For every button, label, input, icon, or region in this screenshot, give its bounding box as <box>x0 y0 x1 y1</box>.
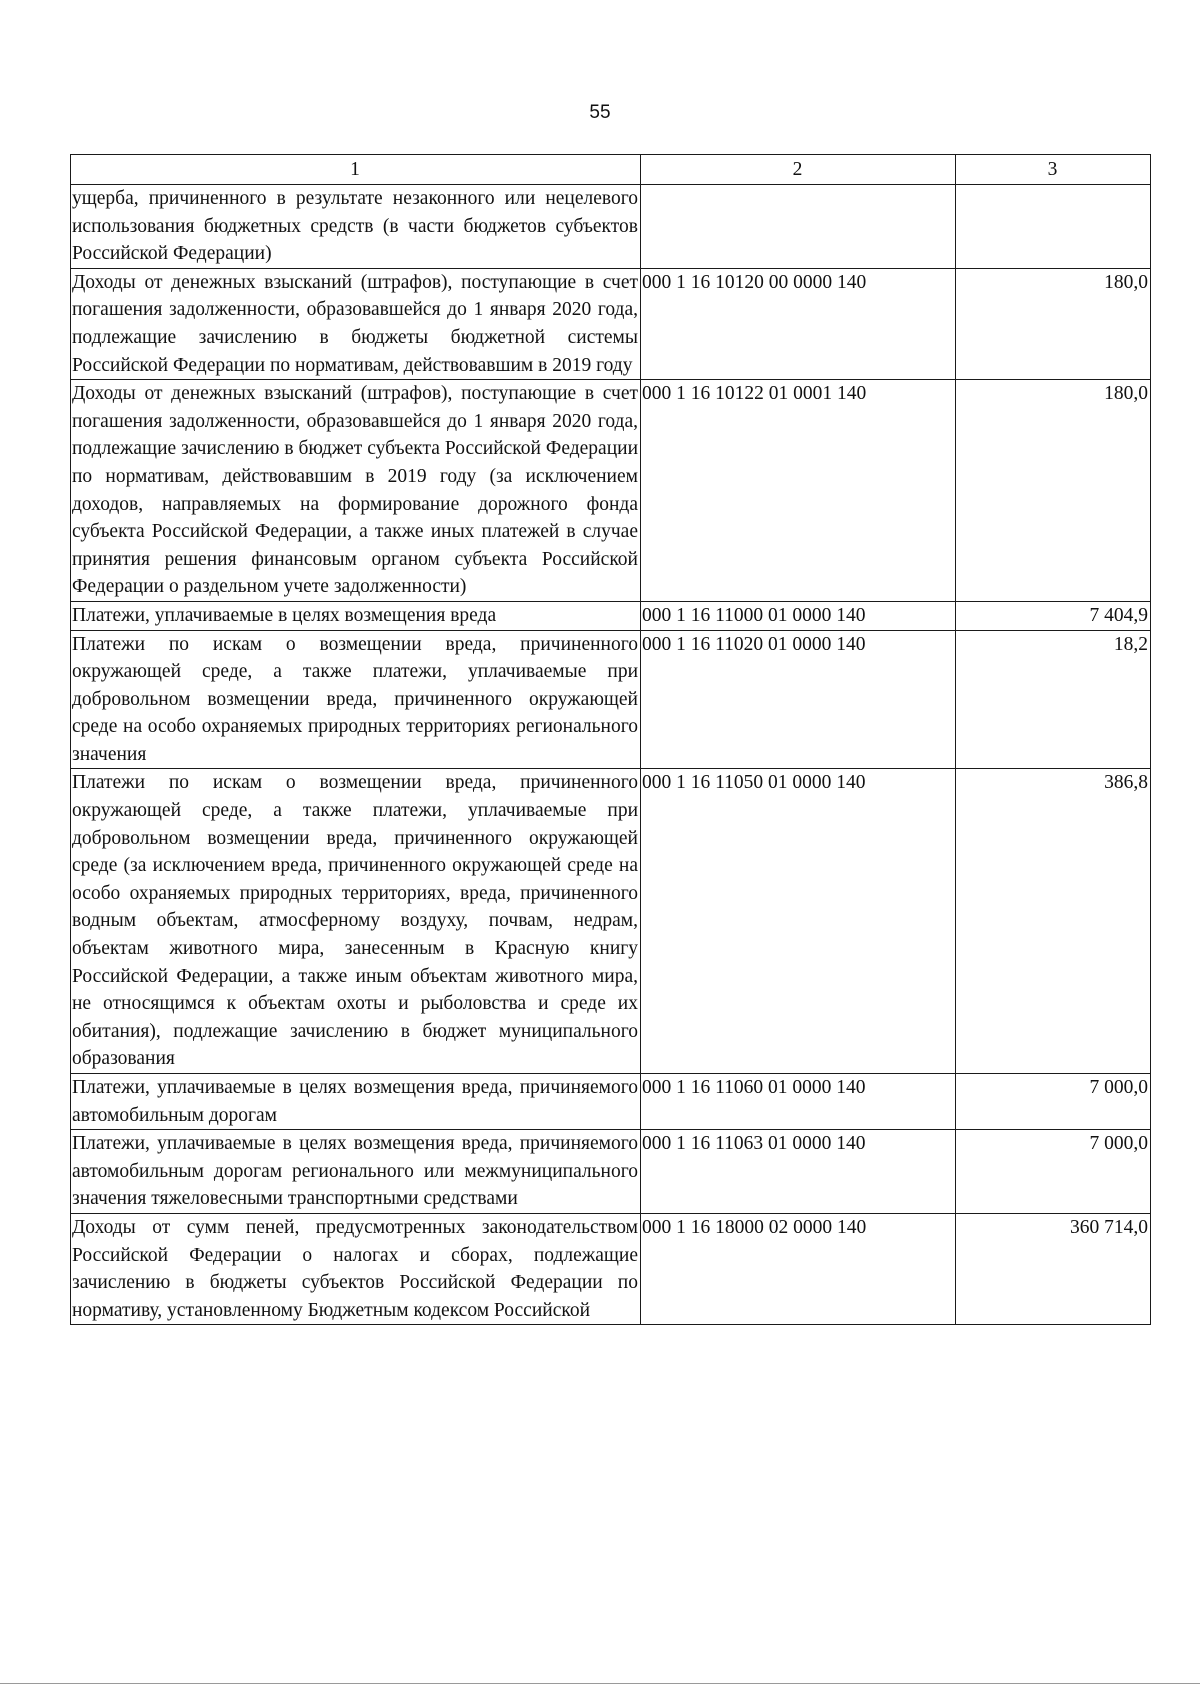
row-amount: 386,8 <box>956 769 1151 1074</box>
row-amount: 180,0 <box>956 380 1151 602</box>
row-description: Платежи, уплачиваемые в целях возмещения вреда <box>71 601 641 630</box>
row-description: ущерба, причиненного в результате незаконного или нецелевого использования бюджетных средств (в части бюджетов субъектов Российской Федерации) <box>71 185 641 269</box>
row-amount: 7 000,0 <box>956 1074 1151 1130</box>
row-code: 000 1 16 11050 01 0000 140 <box>641 769 956 1074</box>
table-row <box>71 268 1151 379</box>
row-description: Доходы от сумм пеней, предусмотренных законодательством Российской Федерации о налогах и сборах, подлежащие зачислению в бюджеты субъектов Российской Федерации по нормативу, установленному Бюджетным кодексом Российской <box>71 1213 641 1324</box>
row-code <box>641 185 956 269</box>
column-header-description: 1 <box>71 155 641 185</box>
column-header-amount: 3 <box>956 155 1151 185</box>
page-number: 55 <box>589 102 611 123</box>
row-code: 000 1 16 11000 01 0000 140 <box>641 601 956 630</box>
table-row <box>71 1130 1151 1214</box>
row-amount: 7 404,9 <box>956 601 1151 630</box>
row-code: 000 1 16 18000 02 0000 140 <box>641 1213 956 1324</box>
column-header-code: 2 <box>641 155 956 185</box>
row-amount: 18,2 <box>956 630 1151 769</box>
row-description: Платежи по искам о возмещении вреда, причиненного окружающей среде, а также платежи, уплачиваемые при добровольном возмещении вреда, причиненного окружающей среде на особо охраняемых природных территориях регионального значения <box>71 630 641 769</box>
scan-bottom-rule <box>0 1683 1200 1684</box>
row-description: Платежи, уплачиваемые в целях возмещения вреда, причиняемого автомобильным дорогам регионального или межмуниципального значения тяжеловесными транспортными средствами <box>71 1130 641 1214</box>
budget-revenue-table <box>70 154 1151 1325</box>
row-description: Доходы от денежных взысканий (штрафов), поступающие в счет погашения задолженности, образовавшейся до 1 января 2020 года, подлежащие зачислению в бюджеты бюджетной системы Российской Федерации по нормативам, действовавшим в 2019 году <box>71 268 641 379</box>
row-amount: 180,0 <box>956 268 1151 379</box>
row-code: 000 1 16 10122 01 0001 140 <box>641 380 956 602</box>
row-amount <box>956 185 1151 269</box>
table-row <box>71 1074 1151 1130</box>
table-row <box>71 601 1151 630</box>
table-row <box>71 630 1151 769</box>
row-description: Платежи по искам о возмещении вреда, причиненного окружающей среде, а также платежи, уплачиваемые при добровольном возмещении вреда, причиненного окружающей среде (за исключением вреда, причиненного окружающей среде на особо охраняемых природных территориях, вреда, причиненного водным объектам, атмосферному воздуху, почвам, недрам, объектам животного мира, занесенным в Красную книгу Российской Федерации, а также иным объектам животного мира, не относящимся к объектам охоты и рыболовства и среде их обитания), подлежащие зачислению в бюджет муниципального образования <box>71 769 641 1074</box>
row-amount: 360 714,0 <box>956 1213 1151 1324</box>
row-code: 000 1 16 11060 01 0000 140 <box>641 1074 956 1130</box>
table-row <box>71 1213 1151 1324</box>
table-row <box>71 769 1151 1074</box>
row-code: 000 1 16 11063 01 0000 140 <box>641 1130 956 1214</box>
table-header-row <box>71 155 1151 185</box>
row-amount: 7 000,0 <box>956 1130 1151 1214</box>
row-description: Платежи, уплачиваемые в целях возмещения вреда, причиняемого автомобильным дорогам <box>71 1074 641 1130</box>
table-row <box>71 185 1151 269</box>
row-code: 000 1 16 11020 01 0000 140 <box>641 630 956 769</box>
row-description: Доходы от денежных взысканий (штрафов), поступающие в счет погашения задолженности, образовавшейся до 1 января 2020 года, подлежащие зачислению в бюджет субъекта Российской Федерации по нормативам, действовавшим в 2019 году (за исключением доходов, направляемых на формирование дорожного фонда субъекта Российской Федерации, а также иных платежей в случае принятия решения финансовым органом субъекта Российской Федерации о раздельном учете задолженности) <box>71 380 641 602</box>
row-code: 000 1 16 10120 00 0000 140 <box>641 268 956 379</box>
table-row <box>71 380 1151 602</box>
